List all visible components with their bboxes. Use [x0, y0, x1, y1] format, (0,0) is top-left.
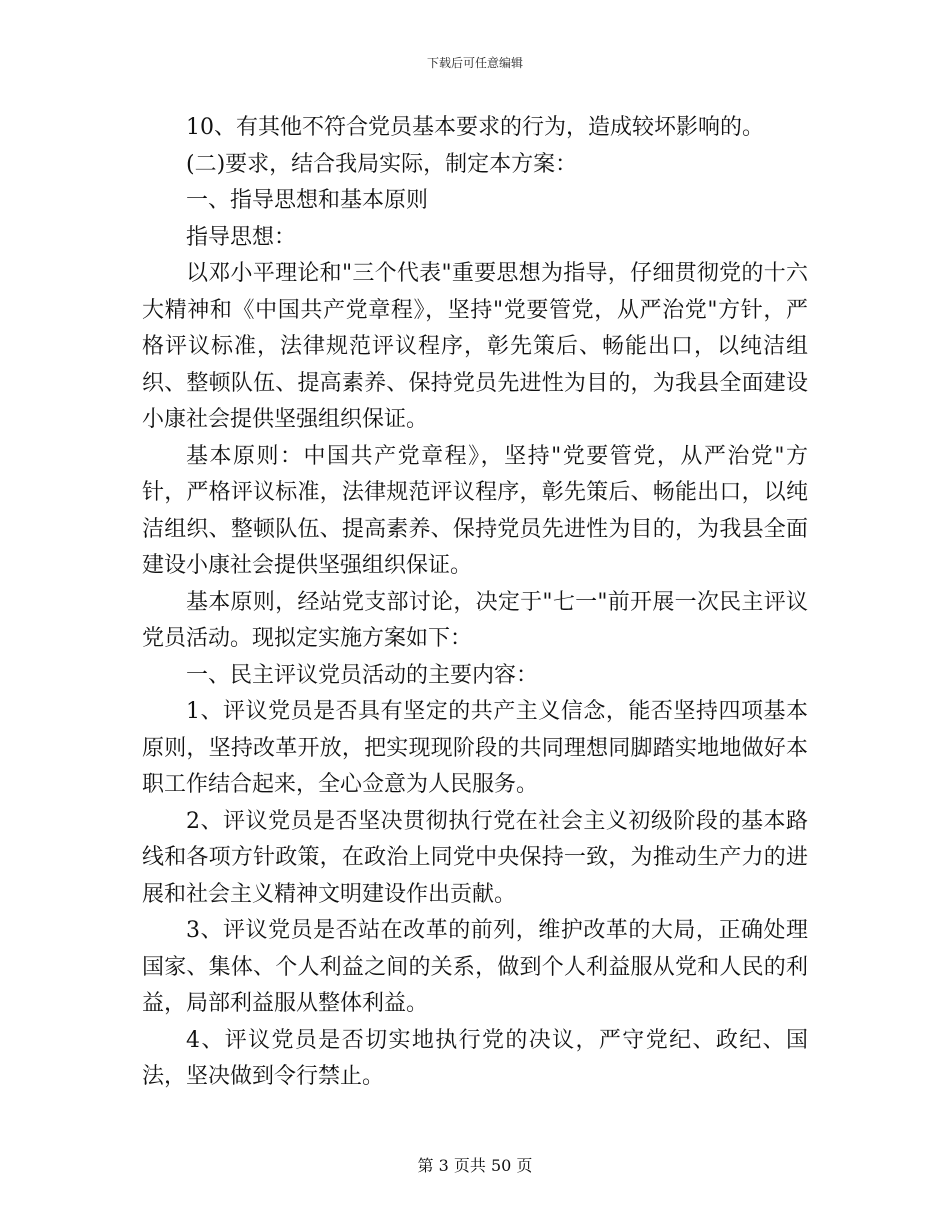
subheading: 指导思想：: [186, 224, 297, 250]
paragraph: 基本原则：中国共产党章程》，坚持"党要管党，从严治党"方针，严格评议标准，法律规范评议程序，彰先策后、畅能出口，以纯洁组织、整顿队伍、提高素养、保持党员先进性为目的，为我县全面建设小康社会提供坚强组织保证。: [142, 443, 808, 578]
list-item: 4、评议党员是否切实地执行党的决议，严守党纪、政纪、国法，坚决做到令行禁止。: [142, 1027, 808, 1089]
section-heading: 一、民主评议党员活动的主要内容：: [186, 662, 539, 688]
paragraph: 以邓小平理论和"三个代表"重要思想为指导，仔细贯彻党的十六大精神和《中国共产党章程》，坚持"党要管党，从严治党"方针，严格评议标准，法律规范评议程序，彰先策后、畅能出口，以纯洁组织、整顿队伍、提高素养、保持党员先进性为目的，为我县全面建设小康社会提供坚强组织保证。: [142, 261, 808, 432]
page-header: 下载后可任意编辑: [426, 56, 523, 70]
list-item: 1、评议党员是否具有坚定的共产主义信念，能否坚持四项基本原则，坚持改革开放，把实现现阶段的共同理想同脚踏实地地做好本职工作结合起来，全心佥意为人民服务。: [142, 699, 808, 797]
page-number: 第 3 页共 50 页: [417, 1156, 533, 1175]
paragraph: (二)要求，结合我局实际，制定本方案：: [186, 151, 578, 177]
section-heading: 一、指导思想和基本原则: [186, 188, 429, 213]
list-item: 2、评议党员是否坚决贯彻执行党在社会主义初级阶段的基本路线和各项方针政策，在政治上同党中央保持一致，为推动生产力的进展和社会主义精神文明建设作出贡献。: [142, 808, 808, 907]
paragraph: 基本原则，经站党支部讨论，决定于"七一"前开展一次民主评议党员活动。现拟定实施方案如下：: [142, 589, 808, 651]
list-item: 3、评议党员是否站在改革的前列，维护改革的大局，正确处理国家、集体、个人利益之间的关系，做到个人利益服从党和人民的利益，局部利益服从整体利益。: [142, 918, 808, 1016]
document-body: [142, 110, 808, 1096]
paragraph: 10、有其他不符合党员基本要求的行为，造成较坏影响的。: [186, 115, 764, 140]
